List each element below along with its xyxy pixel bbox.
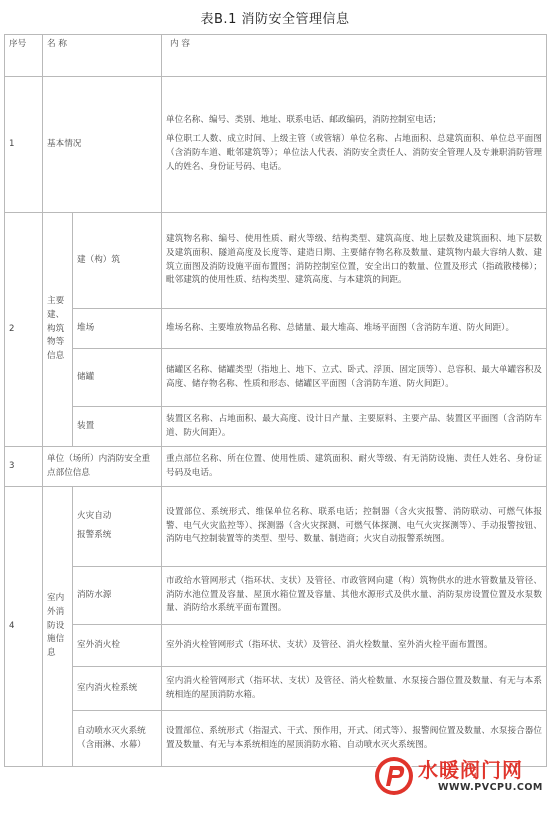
sub-content: 室外消火栓管网形式（指环状、支状）及管径、消火栓数量、室外消火栓平面布置图。	[162, 625, 547, 667]
table-row	[5, 447, 547, 487]
row-seq: 2	[5, 213, 43, 447]
sub-content: 市政给水管网形式（指环状、支状）及管径、市政管网向建（构）筑物供水的进水管数量及管径、消防水池位置及容量、屋顶水箱位置及容量、其他水源形式及供水量、消防泵房设置位置及水泵数量、消防给水系统平面布置图。	[162, 567, 547, 625]
row-seq: 1	[5, 77, 43, 213]
sub-name-line: 火灾自动	[77, 511, 112, 522]
sub-content: 建筑物名称、编号、使用性质、耐火等级、结构类型、建筑高度、地上层数及建筑面积、地下层数及建筑面积、隧道高度及长度等、建造日期、主要储存物名称及数量、建筑物内最大容纳人数、建筑立面图及消防设施平面布置图；消防控制室位置，安全出口的数量、位置及形式（指疏散楼梯）；毗邻建筑的使用性质、结构类型、建筑高度、与本建筑的间距。	[162, 213, 547, 309]
content-paragraph: 单位职工人数、成立时间、上级主管（或管辖）单位名称、占地面积、总建筑面积、单位总平面图（含消防车道、毗邻建筑等）；单位法人代表、消防安全责任人、消防安全管理人及专兼职消防管理人的姓名、身份证号码、电话。	[166, 134, 543, 172]
row-seq: 4	[5, 487, 43, 767]
watermark-url: WWW.PVCPU.COM	[438, 782, 543, 793]
row-name: 主要建、构筑物等信息	[43, 213, 73, 447]
row-seq: 3	[5, 447, 43, 487]
header-seq: 序号	[5, 35, 43, 77]
row-content	[162, 77, 547, 213]
header-row	[5, 35, 547, 77]
table-row	[5, 567, 547, 625]
sub-content: 室内消火栓管网形式（指环状、支状）及管径、消火栓数量、水泵接合器位置及数量、有无与本系统相连的屋顶消防水箱。	[162, 667, 547, 711]
header-name: 名 称	[43, 35, 162, 77]
table-row	[5, 213, 547, 309]
sub-content: 设置部位、系统形式（指湿式、干式、预作用，开式、闭式等）、报警阀位置及数量、水泵接合器位置及数量、有无与本系统相连的屋顶消防水箱、自动喷水灭火系统图。	[162, 711, 547, 767]
table-row	[5, 667, 547, 711]
table-row	[5, 487, 547, 567]
table-row	[5, 77, 547, 213]
sub-name-line: 报警系统	[77, 530, 112, 540]
row-name: 室内外消防设施信息	[43, 487, 73, 767]
watermark-name: 水暖阀门网	[418, 758, 523, 782]
sub-name: 自动喷水灭火系统（含雨淋、水幕）	[73, 711, 162, 767]
sub-name	[73, 487, 162, 567]
sub-content: 设置部位、系统形式、维保单位名称、联系电话；控制器（含火灾报警、消防联动、可燃气体报警、电气火灾监控等）、探测器（含火灾探测、可燃气体探测、电气火灾探测等）、手动报警按钮、消防电气控制装置等的类型、型号、数量、制造商；火灾自动报警系统图。	[162, 487, 547, 567]
row-content: 重点部位名称、所在位置、使用性质、建筑面积、耐火等级、有无消防设施、责任人姓名、身份证号码及电话。	[162, 447, 547, 487]
row-name: 单位（场所）内消防安全重点部位信息	[43, 447, 162, 487]
page-title: 表B.1 消防安全管理信息	[200, 12, 350, 27]
table-row	[5, 625, 547, 667]
sub-name: 装置	[73, 407, 162, 447]
sub-name: 储罐	[73, 349, 162, 407]
sub-content: 堆场名称、主要堆放物品名称、总储量、最大堆高、堆场平面图（含消防车道、防火间距）。	[162, 309, 547, 349]
row-name: 基本情况	[43, 77, 162, 213]
sub-content: 装置区名称、占地面积、最大高度、设计日产量、主要原料、主要产品、装置区平面图（含消防车道、防火间距）。	[162, 407, 547, 447]
table-row	[5, 309, 547, 349]
sub-name: 建（构）筑	[73, 213, 162, 309]
content-paragraph: 单位名称、编号、类别、地址、联系电话、邮政编码，消防控制室电话；	[166, 115, 442, 126]
table-row	[5, 407, 547, 447]
sub-name: 消防水源	[73, 567, 162, 625]
fire-safety-info-table	[4, 34, 547, 767]
table-row	[5, 349, 547, 407]
site-watermark	[374, 754, 542, 800]
sub-name: 室外消火栓	[73, 625, 162, 667]
sub-name: 室内消火栓系统	[73, 667, 162, 711]
site-logo-icon	[374, 756, 414, 796]
sub-content: 储罐区名称、储罐类型（指地上、地下、立式、卧式、浮顶、固定顶等）、总容积、最大单罐容积及高度、储存物名称、性质和形态、储罐区平面图（含消防车道、防火间距）。	[162, 349, 547, 407]
header-content: 内 容	[162, 35, 547, 77]
sub-name: 堆场	[73, 309, 162, 349]
